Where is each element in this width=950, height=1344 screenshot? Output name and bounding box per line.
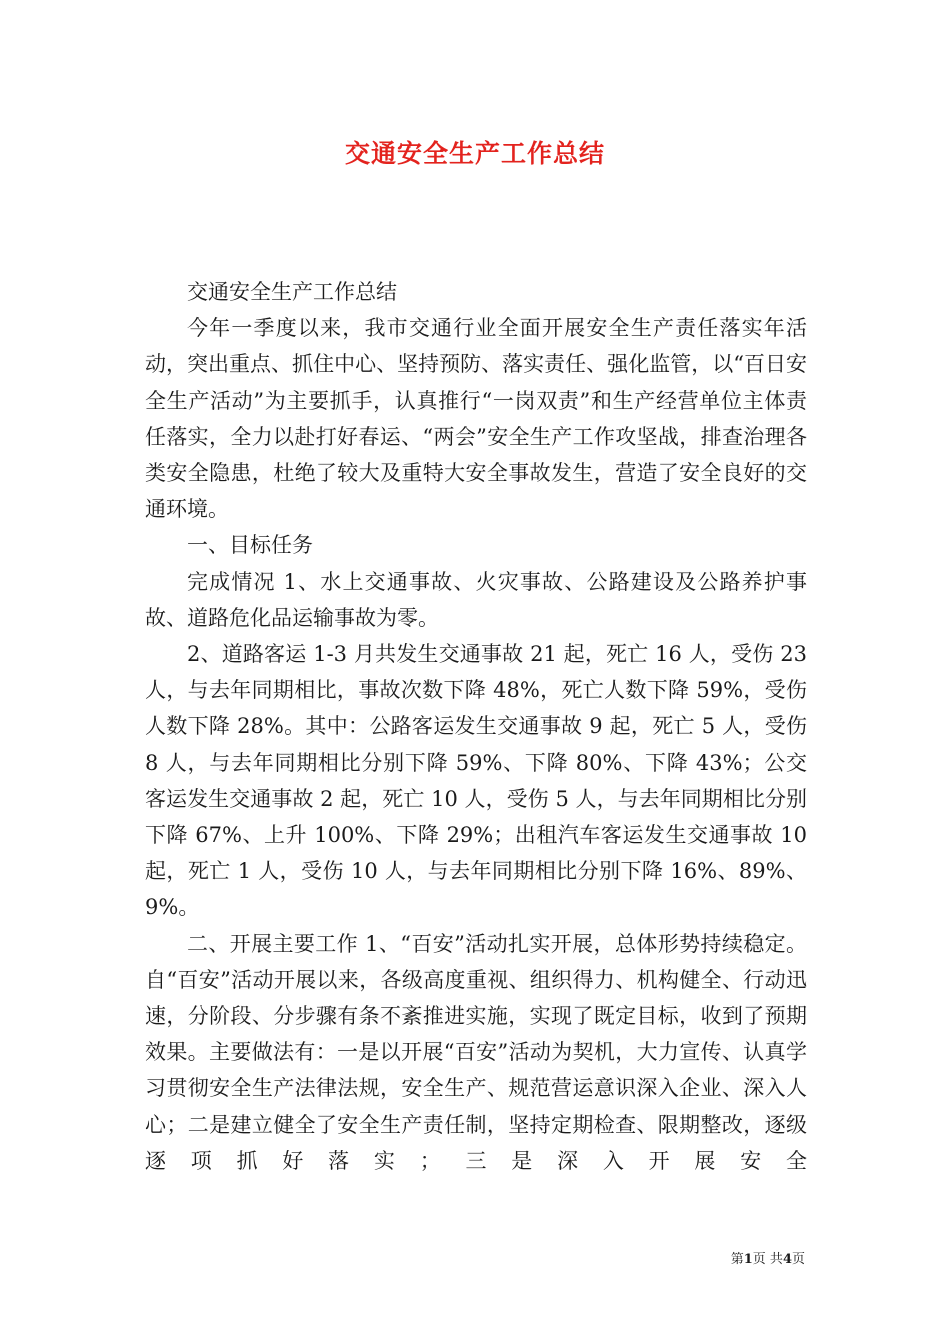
footer-total-pages: 4	[782, 1252, 792, 1267]
page-footer	[731, 1248, 805, 1267]
paragraph-section-one-title: 一、目标任务	[187, 533, 313, 558]
page-title: 交通安全生产工作总结	[344, 139, 605, 168]
paragraph-statistics: 2、道路客运 1-3 月共发生交通事故 21 起，死亡 16 人，受伤 23 人，与去年同期相比，事故次数下降 48%，死亡人数下降 59%，受伤人数下降 28%。其中：公路客运发生交通事故 9 起，死亡 5 人，受伤 8 人，与去年同期相比分别下降 59%、下降 80%、下降 43%；公交客运发生交通事故 2 起，死亡 10 人，受伤 5 人，与去年同期相比分别下降 67%、上升 100%、下降 29%；出租汽车客运发生交通事故 10 起，死亡 1 人，受伤 10 人，与去年同期相比分别下降 16%、89%、9%。	[145, 642, 807, 920]
paragraph-main-work: 二、开展主要工作 1、“百安”活动扎实开展，总体形势持续稳定。自“百安”活动开展以来，各级高度重视、组织得力、机构健全、行动迅速，分阶段、分步骤有条不紊推进实施，实现了既定目标，收到了预期效果。主要做法有：一是以开展“百安”活动为契机，大力宣传、认真学习贯彻安全生产法律法规，安全生产、规范营运意识深入企业、深入人心；二是建立健全了安全生产责任制，坚持定期检查、限期整改，逐级逐项抓好落实；三是深入开展安全	[145, 931, 807, 1173]
paragraph-completion: 完成情况 1、水上交通事故、火灾事故、公路建设及公路养护事故、道路危化品运输事故为零。	[145, 569, 807, 630]
document-body	[145, 274, 807, 1179]
footer-middle: 页 共	[752, 1252, 783, 1267]
footer-suffix: 页	[791, 1252, 805, 1267]
paragraph-heading: 交通安全生产工作总结	[187, 280, 397, 304]
footer-current-page: 1	[743, 1252, 753, 1267]
paragraph-intro: 今年一季度以来，我市交通行业全面开展安全生产责任落实年活动，突出重点、抓住中心、坚持预防、落实责任、强化监管，以“百日安全生产活动”为主要抓手，认真推行“一岗双责”和生产经营单位主体责任落实，全力以赴打好春运、“两会”安全生产工作攻坚战，排查治理各类安全隐患，杜绝了较大及重特大安全事故发生，营造了安全良好的交通环境。	[145, 316, 807, 522]
footer-prefix: 第	[730, 1252, 744, 1267]
